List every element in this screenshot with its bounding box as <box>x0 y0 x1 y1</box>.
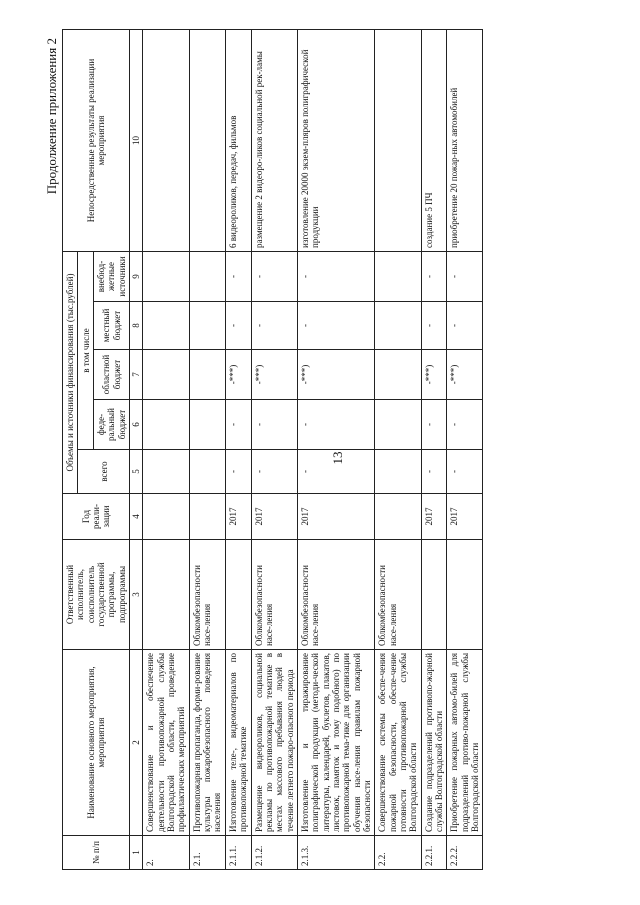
row-regional: -***) <box>251 350 297 400</box>
row-name: Изготовление теле-, видеоматериалов по противопожарной тематике <box>225 650 251 836</box>
row-result: изготовление 20000 экзем-пляров полиграфической продукции <box>297 29 374 251</box>
row-local <box>189 302 225 350</box>
row-local: - <box>421 302 447 350</box>
row-responsible <box>447 540 483 650</box>
row-result <box>375 29 421 251</box>
row-name: Совершенствование системы обеспе-чения пожарной безопасности, обеспе-чение готовности противопожарной службы Волгоградской области <box>375 650 421 836</box>
row-year <box>375 494 421 540</box>
row-extra: - <box>225 251 251 301</box>
row-number: 2.1.2. <box>251 836 297 870</box>
row-name: Изготовление и тиражирование полиграфической продукции (методи-ческой литературы, календарей, буклетов, плакатов, листовок, памяток и тому подобного) по противопожарной тема-тике для организации обучения насе-ления правилам пожарной безопасности <box>297 650 374 836</box>
row-total <box>375 450 421 494</box>
column-number: 2 <box>130 650 143 836</box>
row-year: 2017 <box>447 494 483 540</box>
header-results: Непосредственные результаты реализации мероприятия <box>63 29 130 251</box>
row-total <box>143 450 189 494</box>
column-number: 6 <box>130 400 143 450</box>
table-row <box>447 29 483 869</box>
column-number: 1 <box>130 836 143 870</box>
row-responsible: Облкомбезопасности насе-ления <box>375 540 421 650</box>
row-local: - <box>225 302 251 350</box>
row-year: 2017 <box>251 494 297 540</box>
rotated-page-content <box>38 30 640 870</box>
header-regional: областной бюджет <box>94 350 130 400</box>
row-extra: - <box>421 251 447 301</box>
row-result <box>143 29 189 251</box>
row-total: - <box>447 450 483 494</box>
row-local <box>143 302 189 350</box>
header-name: Наименование основного мероприятия, мероприятия <box>63 650 130 836</box>
column-number: 4 <box>130 494 143 540</box>
table-row <box>143 29 189 869</box>
row-federal: - <box>297 400 374 450</box>
row-extra <box>143 251 189 301</box>
row-regional: -***) <box>421 350 447 400</box>
row-year: 2017 <box>225 494 251 540</box>
header-responsible: Ответственный исполнитель, соисполнитель государственной программы, подпрограммы <box>63 540 130 650</box>
header-local: местный бюджет <box>94 302 130 350</box>
column-number: 9 <box>130 251 143 301</box>
row-number: 2.1.3. <box>297 836 374 870</box>
row-responsible <box>225 540 251 650</box>
row-result: создание 5 ПЧ <box>421 29 447 251</box>
program-table <box>62 29 483 870</box>
row-federal <box>189 400 225 450</box>
row-name: Размещение видеороликов, социальной рекламы по противопожарной тематике в местах массового пребывания людей в течение летнего пожаро-опасного периода <box>251 650 297 836</box>
row-regional: -***) <box>225 350 251 400</box>
row-extra: - <box>297 251 374 301</box>
row-responsible <box>143 540 189 650</box>
row-responsible: Облкомбезопасности насе-ления <box>297 540 374 650</box>
row-extra: - <box>447 251 483 301</box>
row-year: 2017 <box>421 494 447 540</box>
row-result: приобретение 20 пожар-ных автомобилей <box>447 29 483 251</box>
row-name: Приобретение пожарных автомо-билей для подразделений противо-пожарной службы Волгоградской области <box>447 650 483 836</box>
row-total: - <box>421 450 447 494</box>
row-local <box>375 302 421 350</box>
row-regional <box>189 350 225 400</box>
row-result: 6 видеороликов, передач, фильмов <box>225 29 251 251</box>
row-year <box>189 494 225 540</box>
table-row <box>375 29 421 869</box>
header-including: в том числе <box>78 251 94 449</box>
row-result <box>189 29 225 251</box>
row-total: - <box>297 450 374 494</box>
row-federal <box>375 400 421 450</box>
row-regional <box>143 350 189 400</box>
row-number: 2.1.1. <box>225 836 251 870</box>
row-total: - <box>225 450 251 494</box>
row-responsible: Облкомбезопасности насе-ления <box>189 540 225 650</box>
row-name: Противопожарная пропаганда, форми-рование культуры пожаробезопасного поведения населения <box>189 650 225 836</box>
column-number: 10 <box>130 29 143 251</box>
header-financing: Объемы и источники финансирования (тыс.рублей) <box>63 251 78 493</box>
row-responsible <box>421 540 447 650</box>
header-extrabudget: внебюд-жетные источники <box>94 251 130 301</box>
row-regional <box>375 350 421 400</box>
row-local: - <box>447 302 483 350</box>
page-number: 13 <box>330 451 345 465</box>
table-row <box>421 29 447 869</box>
row-number: 2.2. <box>375 836 421 870</box>
table-row <box>251 29 297 869</box>
row-extra <box>189 251 225 301</box>
column-number: 3 <box>130 540 143 650</box>
header-year: Год реали-зации <box>63 494 130 540</box>
row-name: Совершенствование и обеспечение деятельности противопожарной службы Волгоградской области, проведение профилактических мероприятий <box>143 650 189 836</box>
column-number: 8 <box>130 302 143 350</box>
row-name: Создание подразделений противопо-жарной службы Волгоградской области <box>421 650 447 836</box>
row-year <box>143 494 189 540</box>
table-row <box>225 29 251 869</box>
continuation-label: Продолжение приложения 2 <box>44 38 59 195</box>
table-row <box>297 29 374 869</box>
row-federal: - <box>421 400 447 450</box>
row-number: 2.1. <box>189 836 225 870</box>
row-local: - <box>297 302 374 350</box>
row-total: - <box>251 450 297 494</box>
row-responsible: Облкомбезопасности насе-ления <box>251 540 297 650</box>
row-regional: -***) <box>447 350 483 400</box>
row-total <box>189 450 225 494</box>
row-federal: - <box>447 400 483 450</box>
column-numbers-row <box>130 29 143 869</box>
column-number: 5 <box>130 450 143 494</box>
row-number: 2.2.2. <box>447 836 483 870</box>
row-regional: -***) <box>297 350 374 400</box>
row-number: 2. <box>143 836 189 870</box>
header-federal: феде-ральный бюджет <box>94 400 130 450</box>
row-extra <box>375 251 421 301</box>
row-federal: - <box>225 400 251 450</box>
row-result: размещение 2 видеоро-ликов социальной рек-ламы <box>251 29 297 251</box>
table-row <box>189 29 225 869</box>
row-local: - <box>251 302 297 350</box>
header-total: всего <box>78 450 130 494</box>
row-federal <box>143 400 189 450</box>
row-year: 2017 <box>297 494 374 540</box>
row-federal: - <box>251 400 297 450</box>
row-extra: - <box>251 251 297 301</box>
column-number: 7 <box>130 350 143 400</box>
row-number: 2.2.1. <box>421 836 447 870</box>
header-no: № п/п <box>63 836 130 870</box>
